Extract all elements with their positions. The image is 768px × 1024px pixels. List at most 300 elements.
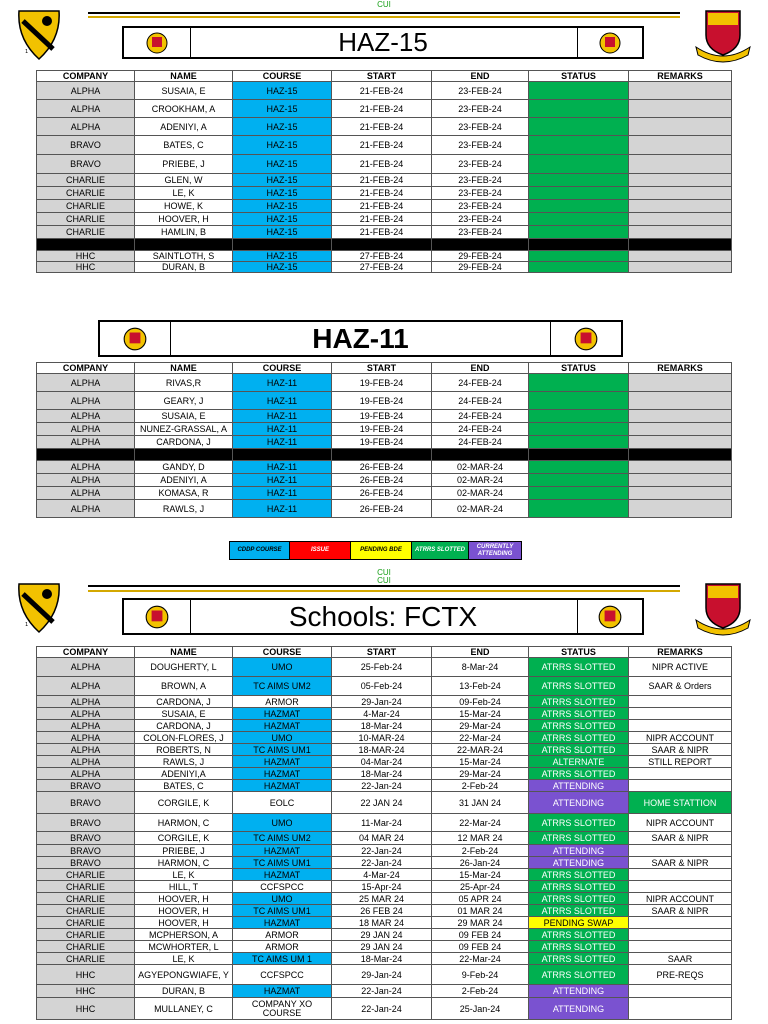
course-cell: TC AIMS UM1	[233, 744, 332, 756]
status-cell	[529, 461, 629, 474]
name-cell: GLEN, W	[135, 174, 233, 187]
table-row	[37, 251, 732, 262]
company-cell: CHARLIE	[37, 226, 135, 239]
name-cell: ADENIYI, A	[135, 474, 233, 487]
company-cell: HHC	[37, 965, 135, 985]
status-cell: ATRRS SLOTTED	[529, 696, 629, 708]
legend-item: ISSUE	[290, 542, 351, 559]
table-row	[37, 696, 732, 708]
table-row	[37, 720, 732, 732]
company-cell: BRAVO	[37, 814, 135, 832]
column-header-course: COURSE	[233, 363, 332, 374]
separator-cell	[332, 239, 432, 251]
course-cell: TC AIMS UM2	[233, 832, 332, 845]
column-header-company: COMPANY	[37, 363, 135, 374]
course-cell: HAZ-15	[233, 251, 332, 262]
course-cell: HAZMAT	[233, 720, 332, 732]
remarks-cell	[629, 500, 732, 518]
name-cell: NUNEZ-GRASSAL, A	[135, 423, 233, 436]
remarks-cell	[629, 251, 732, 262]
regiment-crest-emblem	[694, 580, 752, 636]
end-date-cell: 23-FEB-24	[432, 187, 529, 200]
header-rule-black	[88, 12, 680, 14]
header-rule-black	[88, 585, 680, 587]
course-cell: HAZMAT	[233, 708, 332, 720]
name-cell: SUSAIA, E	[135, 82, 233, 100]
table-row	[37, 136, 732, 155]
remarks-cell	[629, 213, 732, 226]
haz15-banner	[122, 26, 644, 59]
group-separator-row	[37, 449, 732, 461]
status-cell	[529, 474, 629, 487]
end-date-cell: 22-Mar-24	[432, 732, 529, 744]
company-cell: CHARLIE	[37, 200, 135, 213]
remarks-cell: HOME STATTION	[629, 792, 732, 814]
separator-cell	[135, 239, 233, 251]
status-cell	[529, 187, 629, 200]
column-header-company: COMPANY	[37, 647, 135, 658]
start-date-cell: 29-Jan-24	[332, 696, 432, 708]
remarks-cell	[629, 917, 732, 929]
name-cell: CORGILE, K	[135, 832, 233, 845]
start-date-cell: 21-FEB-24	[332, 155, 432, 174]
legend-item: PENDING BDE	[351, 542, 412, 559]
status-cell	[529, 100, 629, 118]
remarks-cell	[629, 845, 732, 857]
svg-text:1: 1	[25, 49, 29, 55]
name-cell: HOWE, K	[135, 200, 233, 213]
company-cell: ALPHA	[37, 708, 135, 720]
end-date-cell: 05 APR 24	[432, 893, 529, 905]
remarks-cell: SAAR & NIPR	[629, 832, 732, 845]
name-cell: KOMASA, R	[135, 487, 233, 500]
end-date-cell: 23-FEB-24	[432, 200, 529, 213]
table-row	[37, 744, 732, 756]
schools-title: Schools: FCTX	[288, 600, 478, 632]
end-date-cell: 23-FEB-24	[432, 136, 529, 155]
status-cell	[529, 155, 629, 174]
end-date-cell: 23-FEB-24	[432, 82, 529, 100]
table-row	[37, 226, 732, 239]
cui-marking-footer: CUI	[377, 568, 391, 577]
status-cell	[529, 262, 629, 273]
name-cell: MCWHORTER, L	[135, 941, 233, 953]
status-cell: ATRRS SLOTTED	[529, 893, 629, 905]
column-header-name: NAME	[135, 647, 233, 658]
banner-crest-right	[550, 322, 621, 355]
table-row	[37, 461, 732, 474]
company-cell: CHARLIE	[37, 929, 135, 941]
course-cell: HAZ-15	[233, 226, 332, 239]
name-cell: COLON-FLORES, J	[135, 732, 233, 744]
start-date-cell: 29 JAN 24	[332, 929, 432, 941]
end-date-cell: 2-Feb-24	[432, 985, 529, 998]
name-cell: CARDONA, J	[135, 720, 233, 732]
start-date-cell: 29 JAN 24	[332, 941, 432, 953]
column-header-end: END	[432, 71, 529, 82]
table-row	[37, 756, 732, 768]
table-row	[37, 965, 732, 985]
table-row	[37, 500, 732, 518]
name-cell: LE, K	[135, 187, 233, 200]
regiment-crest-emblem	[694, 7, 752, 63]
schools-table	[36, 646, 732, 1020]
company-cell: ALPHA	[37, 410, 135, 423]
start-date-cell: 21-FEB-24	[332, 226, 432, 239]
separator-cell	[332, 449, 432, 461]
status-cell	[529, 118, 629, 136]
company-cell: ALPHA	[37, 100, 135, 118]
status-cell: ATTENDING	[529, 792, 629, 814]
start-date-cell: 22-Jan-24	[332, 998, 432, 1020]
end-date-cell: 02-MAR-24	[432, 461, 529, 474]
end-date-cell: 2-Feb-24	[432, 780, 529, 792]
table-row	[37, 474, 732, 487]
name-cell: DOUGHERTY, L	[135, 658, 233, 677]
remarks-cell: SAAR & Orders	[629, 677, 732, 696]
start-date-cell: 15-Apr-24	[332, 881, 432, 893]
status-cell: ATRRS SLOTTED	[529, 814, 629, 832]
start-date-cell: 18 MAR 24	[332, 917, 432, 929]
name-cell: HARMON, C	[135, 857, 233, 869]
remarks-cell: SAAR & NIPR	[629, 744, 732, 756]
status-cell: ATTENDING	[529, 845, 629, 857]
company-cell: CHARLIE	[37, 893, 135, 905]
remarks-cell: NIPR ACCOUNT	[629, 732, 732, 744]
name-cell: LE, K	[135, 953, 233, 965]
table-row	[37, 658, 732, 677]
schools-banner	[122, 598, 644, 635]
end-date-cell: 09 FEB 24	[432, 929, 529, 941]
crest-icon	[573, 326, 599, 352]
column-header-course: COURSE	[233, 71, 332, 82]
end-date-cell: 22-Mar-24	[432, 953, 529, 965]
remarks-cell	[629, 780, 732, 792]
name-cell: GANDY, D	[135, 461, 233, 474]
remarks-cell: SAAR & NIPR	[629, 905, 732, 917]
start-date-cell: 18-Mar-24	[332, 953, 432, 965]
table-row	[37, 893, 732, 905]
status-cell	[529, 200, 629, 213]
start-date-cell: 26-FEB-24	[332, 474, 432, 487]
remarks-cell	[629, 708, 732, 720]
start-date-cell: 29-Jan-24	[332, 965, 432, 985]
banner-crest-right	[577, 600, 642, 633]
company-cell: CHARLIE	[37, 905, 135, 917]
remarks-cell: NIPR ACCOUNT	[629, 814, 732, 832]
end-date-cell: 23-FEB-24	[432, 118, 529, 136]
company-cell: CHARLIE	[37, 941, 135, 953]
status-cell	[529, 226, 629, 239]
table-row	[37, 917, 732, 929]
table-row	[37, 118, 732, 136]
name-cell: HOOVER, H	[135, 213, 233, 226]
course-cell: CCFSPCC	[233, 965, 332, 985]
column-header-company: COMPANY	[37, 71, 135, 82]
start-date-cell: 21-FEB-24	[332, 118, 432, 136]
course-cell: TC AIMS UM1	[233, 857, 332, 869]
status-cell: ATRRS SLOTTED	[529, 744, 629, 756]
course-cell: ARMOR	[233, 929, 332, 941]
remarks-cell	[629, 436, 732, 449]
haz11-banner	[98, 320, 623, 357]
company-cell: ALPHA	[37, 744, 135, 756]
table-row	[37, 213, 732, 226]
company-cell: HHC	[37, 251, 135, 262]
end-date-cell: 15-Mar-24	[432, 708, 529, 720]
end-date-cell: 23-FEB-24	[432, 226, 529, 239]
start-date-cell: 18-MAR-24	[332, 744, 432, 756]
end-date-cell: 15-Mar-24	[432, 756, 529, 768]
name-cell: SUSAIA, E	[135, 410, 233, 423]
company-cell: ALPHA	[37, 720, 135, 732]
name-cell: ROBERTS, N	[135, 744, 233, 756]
start-date-cell: 4-Mar-24	[332, 708, 432, 720]
end-date-cell: 23-FEB-24	[432, 213, 529, 226]
course-cell: TC AIMS UM1	[233, 905, 332, 917]
course-cell: HAZ-15	[233, 262, 332, 273]
remarks-cell	[629, 392, 732, 410]
course-cell: UMO	[233, 893, 332, 905]
remarks-cell	[629, 155, 732, 174]
company-cell: CHARLIE	[37, 917, 135, 929]
name-cell: HILL, T	[135, 881, 233, 893]
remarks-cell	[629, 200, 732, 213]
start-date-cell: 27-FEB-24	[332, 262, 432, 273]
separator-cell	[135, 449, 233, 461]
table-row	[37, 392, 732, 410]
table-row	[37, 814, 732, 832]
table-row	[37, 155, 732, 174]
remarks-cell	[629, 696, 732, 708]
legend-item: CDDP COURSE	[230, 542, 290, 559]
end-date-cell: 29 MAR 24	[432, 917, 529, 929]
table-row	[37, 100, 732, 118]
status-cell: PENDING SWAP	[529, 917, 629, 929]
start-date-cell: 05-Feb-24	[332, 677, 432, 696]
table-row	[37, 174, 732, 187]
table-row	[37, 941, 732, 953]
status-cell: ATTENDING	[529, 998, 629, 1020]
course-cell: HAZ-15	[233, 187, 332, 200]
separator-cell	[629, 239, 732, 251]
start-date-cell: 22-Jan-24	[332, 985, 432, 998]
end-date-cell: 02-MAR-24	[432, 500, 529, 518]
course-cell: HAZ-11	[233, 436, 332, 449]
status-cell: ATTENDING	[529, 780, 629, 792]
remarks-cell	[629, 929, 732, 941]
course-cell: HAZMAT	[233, 917, 332, 929]
name-cell: SAINTLOTH, S	[135, 251, 233, 262]
company-cell: BRAVO	[37, 857, 135, 869]
remarks-cell	[629, 187, 732, 200]
name-cell: CROOKHAM, A	[135, 100, 233, 118]
company-cell: HHC	[37, 262, 135, 273]
status-cell	[529, 410, 629, 423]
company-cell: CHARLIE	[37, 953, 135, 965]
status-cell	[529, 392, 629, 410]
column-header-start: START	[332, 71, 432, 82]
start-date-cell: 4-Mar-24	[332, 869, 432, 881]
end-date-cell: 24-FEB-24	[432, 410, 529, 423]
end-date-cell: 13-Feb-24	[432, 677, 529, 696]
crest-icon	[598, 31, 622, 55]
separator-cell	[432, 239, 529, 251]
table-row	[37, 82, 732, 100]
remarks-cell	[629, 374, 732, 392]
end-date-cell: 15-Mar-24	[432, 869, 529, 881]
start-date-cell: 21-FEB-24	[332, 187, 432, 200]
status-cell: ALTERNATE	[529, 756, 629, 768]
remarks-cell	[629, 487, 732, 500]
table-row	[37, 677, 732, 696]
company-cell: CHARLIE	[37, 187, 135, 200]
header-row	[37, 71, 732, 82]
course-cell: UMO	[233, 732, 332, 744]
company-cell: ALPHA	[37, 436, 135, 449]
table-row	[37, 929, 732, 941]
table-row	[37, 732, 732, 744]
remarks-cell	[629, 998, 732, 1020]
start-date-cell: 18-Mar-24	[332, 768, 432, 780]
status-cell	[529, 213, 629, 226]
remarks-cell	[629, 423, 732, 436]
start-date-cell: 19-FEB-24	[332, 410, 432, 423]
remarks-cell	[629, 136, 732, 155]
end-date-cell: 09 FEB 24	[432, 941, 529, 953]
status-cell	[529, 500, 629, 518]
start-date-cell: 19-FEB-24	[332, 423, 432, 436]
crest-icon	[145, 31, 169, 55]
company-cell: CHARLIE	[37, 174, 135, 187]
remarks-cell	[629, 985, 732, 998]
remarks-cell	[629, 474, 732, 487]
status-cell: ATRRS SLOTTED	[529, 869, 629, 881]
column-header-name: NAME	[135, 71, 233, 82]
course-cell: HAZ-15	[233, 155, 332, 174]
name-cell: BATES, C	[135, 780, 233, 792]
column-header-start: START	[332, 363, 432, 374]
table-row	[37, 792, 732, 814]
end-date-cell: 9-Feb-24	[432, 965, 529, 985]
remarks-cell: PRE-REQS	[629, 965, 732, 985]
status-cell	[529, 423, 629, 436]
course-cell: HAZ-15	[233, 136, 332, 155]
company-cell: ALPHA	[37, 658, 135, 677]
company-cell: ALPHA	[37, 392, 135, 410]
status-cell: ATRRS SLOTTED	[529, 929, 629, 941]
course-cell: HAZ-11	[233, 410, 332, 423]
table-row	[37, 857, 732, 869]
course-cell: EOLC	[233, 792, 332, 814]
table-row	[37, 832, 732, 845]
course-cell: HAZ-11	[233, 474, 332, 487]
column-header-end: END	[432, 363, 529, 374]
start-date-cell: 21-FEB-24	[332, 200, 432, 213]
name-cell: CARDONA, J	[135, 696, 233, 708]
course-cell: HAZ-11	[233, 461, 332, 474]
header-row	[37, 647, 732, 658]
start-date-cell: 21-FEB-24	[332, 174, 432, 187]
name-cell: HARMON, C	[135, 814, 233, 832]
remarks-cell	[629, 226, 732, 239]
status-cell: ATRRS SLOTTED	[529, 677, 629, 696]
end-date-cell: 2-Feb-24	[432, 845, 529, 857]
end-date-cell: 24-FEB-24	[432, 423, 529, 436]
name-cell: PRIEBE, J	[135, 155, 233, 174]
status-cell	[529, 436, 629, 449]
end-date-cell: 8-Mar-24	[432, 658, 529, 677]
separator-cell	[233, 239, 332, 251]
column-header-status: STATUS	[529, 647, 629, 658]
start-date-cell: 26 FEB 24	[332, 905, 432, 917]
separator-cell	[37, 239, 135, 251]
table-row	[37, 187, 732, 200]
course-cell: HAZ-15	[233, 82, 332, 100]
end-date-cell: 12 MAR 24	[432, 832, 529, 845]
status-cell: ATTENDING	[529, 985, 629, 998]
company-cell: BRAVO	[37, 136, 135, 155]
company-cell: HHC	[37, 998, 135, 1020]
column-header-remarks: REMARKS	[629, 71, 732, 82]
remarks-cell: NIPR ACCOUNT	[629, 893, 732, 905]
company-cell: ALPHA	[37, 423, 135, 436]
company-cell: ALPHA	[37, 461, 135, 474]
status-cell: ATRRS SLOTTED	[529, 658, 629, 677]
start-date-cell: 18-Mar-24	[332, 720, 432, 732]
company-cell: ALPHA	[37, 374, 135, 392]
cavalry-shield-emblem	[17, 582, 61, 634]
end-date-cell: 29-FEB-24	[432, 262, 529, 273]
table-row	[37, 998, 732, 1020]
start-date-cell: 26-FEB-24	[332, 487, 432, 500]
end-date-cell: 25-Jan-24	[432, 998, 529, 1020]
start-date-cell: 21-FEB-24	[332, 100, 432, 118]
remarks-cell	[629, 118, 732, 136]
table-row	[37, 905, 732, 917]
status-cell: ATRRS SLOTTED	[529, 768, 629, 780]
name-cell: HAMLIN, B	[135, 226, 233, 239]
column-header-status: STATUS	[529, 363, 629, 374]
status-cell: ATRRS SLOTTED	[529, 832, 629, 845]
course-cell: ARMOR	[233, 941, 332, 953]
course-cell: HAZMAT	[233, 985, 332, 998]
remarks-cell: SAAR	[629, 953, 732, 965]
course-cell: HAZ-15	[233, 100, 332, 118]
end-date-cell: 09-Feb-24	[432, 696, 529, 708]
remarks-cell	[629, 720, 732, 732]
course-cell: HAZMAT	[233, 869, 332, 881]
remarks-cell: SAAR & NIPR	[629, 857, 732, 869]
status-cell: ATRRS SLOTTED	[529, 708, 629, 720]
start-date-cell: 21-FEB-24	[332, 213, 432, 226]
status-cell: ATRRS SLOTTED	[529, 881, 629, 893]
end-date-cell: 23-FEB-24	[432, 100, 529, 118]
company-cell: ALPHA	[37, 756, 135, 768]
company-cell: BRAVO	[37, 832, 135, 845]
cui-marking-header: CUI	[377, 576, 391, 585]
column-header-start: START	[332, 647, 432, 658]
company-cell: CHARLIE	[37, 869, 135, 881]
end-date-cell: 29-FEB-24	[432, 251, 529, 262]
haz15-title: HAZ-15	[338, 27, 428, 57]
remarks-cell	[629, 82, 732, 100]
company-cell: ALPHA	[37, 500, 135, 518]
table-row	[37, 487, 732, 500]
company-cell: ALPHA	[37, 82, 135, 100]
company-cell: ALPHA	[37, 677, 135, 696]
name-cell: BROWN, A	[135, 677, 233, 696]
